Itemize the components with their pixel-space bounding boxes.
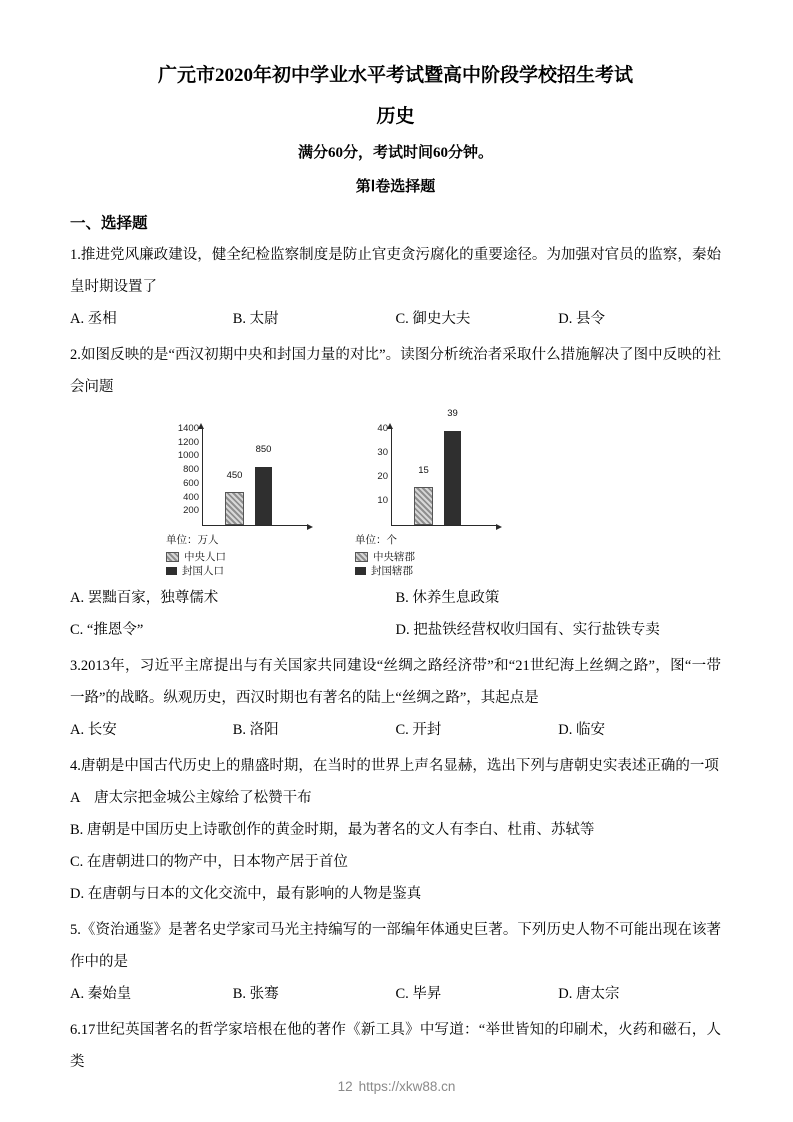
footer-url: https://xkw88.cn xyxy=(358,1079,456,1094)
commandery-bar-chart xyxy=(355,408,496,578)
chart-unit-label: 单位：个 xyxy=(355,534,397,546)
exam-subject: 历史 xyxy=(376,106,415,127)
y-axis-tick-label: 40 xyxy=(377,423,388,434)
question-4-option-a: A 唐太宗把金城公主嫁给了松赞干布 xyxy=(70,790,312,806)
question-1-option-a: A. 丞相 xyxy=(70,311,117,327)
question-1 xyxy=(70,239,721,335)
y-axis-tick-label: 800 xyxy=(183,464,199,476)
legend-label: 中央辖郡 xyxy=(373,551,415,563)
question-1-stem: 1.推进党风廉政建设，健全纪检监察制度是防止官吏贪污腐化的重要途径。为加强对官员的监察，秦始皇时期设置了 xyxy=(70,247,721,295)
chart-bar xyxy=(414,465,433,525)
bar-value-label: 39 xyxy=(447,408,458,420)
legend-row xyxy=(355,550,496,564)
legend-row xyxy=(166,550,307,564)
question-2-options-row-1 xyxy=(70,582,721,614)
comparison-charts xyxy=(166,408,721,578)
question-3-option-d: D. 临安 xyxy=(558,722,605,738)
question-2-options-row-2 xyxy=(70,614,721,646)
chart-bar xyxy=(225,470,244,525)
question-5-option-b: B. 张骞 xyxy=(232,986,279,1002)
y-axis-tick-label: 10 xyxy=(377,495,388,506)
chart-bar xyxy=(255,443,272,525)
question-1-option-b: B. 太尉 xyxy=(232,311,279,327)
legend-swatch xyxy=(355,552,368,562)
y-axis-tick-label: 20 xyxy=(377,471,388,482)
question-3-option-a: A. 长安 xyxy=(70,722,117,738)
question-4 xyxy=(70,750,721,910)
bar-value-label: 850 xyxy=(255,443,272,455)
chart-unit-label: 单位：万人 xyxy=(166,534,219,546)
question-2 xyxy=(70,339,721,646)
legend-row xyxy=(355,564,496,578)
bar-value-label: 450 xyxy=(226,470,243,482)
legend-label: 中央人口 xyxy=(184,551,226,563)
question-3-stem: 3.2013年，习近平主席提出与有关国家共同建设“丝绸之路经济带”和“21世纪海上丝绸之路”，图“一带一路”的战略。纵观历史，西汉时期也有著名的陆上“丝绸之路”，其起点是 xyxy=(70,658,721,706)
bar-value-label: 15 xyxy=(418,465,429,476)
y-axis-tick-label: 200 xyxy=(183,505,199,517)
chart-bar xyxy=(444,408,461,525)
legend-swatch xyxy=(355,567,366,575)
question-2-option-a: A. 罢黜百家，独尊儒术 xyxy=(70,590,219,606)
question-4-stem: 4.唐朝是中国古代历史上的鼎盛时期，在当时的世界上声名显赫，选出下列与唐朝史实表述正确的一项 xyxy=(70,758,719,774)
question-5-option-a: A. 秦始皇 xyxy=(70,986,132,1002)
section-header: 第Ⅰ卷选择题 xyxy=(355,179,436,195)
legend-label: 封国人口 xyxy=(182,565,224,577)
exam-title: 广元市2020年初中学业水平考试暨高中阶段学校招生考试 xyxy=(157,65,633,86)
legend-row xyxy=(166,564,307,578)
question-6-stem: 6.17世纪英国著名的哲学家培根在他的著作《新工具》中写道：“举世皆知的印刷术，火药和磁石，人类 xyxy=(70,1022,721,1070)
y-axis-tick-label: 1200 xyxy=(177,436,199,448)
population-bar-chart xyxy=(166,413,307,578)
question-3-option-b: B. 洛阳 xyxy=(232,722,279,738)
question-3 xyxy=(70,650,721,746)
question-5-options xyxy=(70,978,721,1010)
question-4-option-c: C. 在唐朝进口的物产中，日本物产居于首位 xyxy=(70,854,348,870)
question-1-option-c: C. 御史大夫 xyxy=(395,311,471,327)
question-1-option-d: D. 县令 xyxy=(558,311,605,327)
question-5-option-d: D. 唐太宗 xyxy=(558,986,620,1002)
question-2-option-d: D. 把盐铁经营权收归国有、实行盐铁专卖 xyxy=(395,622,660,638)
question-2-option-c: C. “推恩令” xyxy=(70,622,144,638)
legend-swatch xyxy=(166,567,177,575)
question-5 xyxy=(70,914,721,1010)
question-4-option-b: B. 唐朝是中国历史上诗歌创作的黄金时期，最为著名的文人有李白、杜甫、苏轼等 xyxy=(70,822,595,838)
chart-plot xyxy=(377,408,496,526)
page-number: 12 xyxy=(337,1079,353,1094)
chart-plot xyxy=(177,423,307,526)
page-footer xyxy=(0,1079,793,1094)
y-axis-tick-label: 1400 xyxy=(177,423,199,434)
question-6 xyxy=(70,1014,721,1078)
question-3-options xyxy=(70,714,721,746)
question-2-stem: 2.如图反映的是“西汉初期中央和封国力量的对比”。读图分析统治者采取什么措施解决了图中反映的社会问题 xyxy=(70,347,721,395)
question-3-option-c: C. 开封 xyxy=(395,722,442,738)
question-4-option-d: D. 在唐朝与日本的文化交流中，最有影响的人物是鉴真 xyxy=(70,886,422,902)
exam-info: 满分60分，考试时间60分钟。 xyxy=(297,145,493,161)
y-axis-tick-label: 1000 xyxy=(177,450,199,462)
question-1-options xyxy=(70,303,721,335)
question-5-option-c: C. 毕昇 xyxy=(395,986,442,1002)
part-header: 一、选择题 xyxy=(70,215,148,232)
y-axis-tick-label: 400 xyxy=(183,491,199,503)
question-5-stem: 5.《资治通鉴》是著名史学家司马光主持编写的一部编年体通史巨著。下列历史人物不可能出现在该著作中的是 xyxy=(70,922,721,970)
question-2-option-b: B. 休养生息政策 xyxy=(395,590,500,606)
chart-legend xyxy=(355,534,496,578)
legend-swatch xyxy=(166,552,179,562)
y-axis-tick-label: 600 xyxy=(183,477,199,489)
chart-legend xyxy=(166,534,307,578)
y-axis-tick-label: 30 xyxy=(377,447,388,458)
legend-label: 封国辖郡 xyxy=(371,565,413,577)
